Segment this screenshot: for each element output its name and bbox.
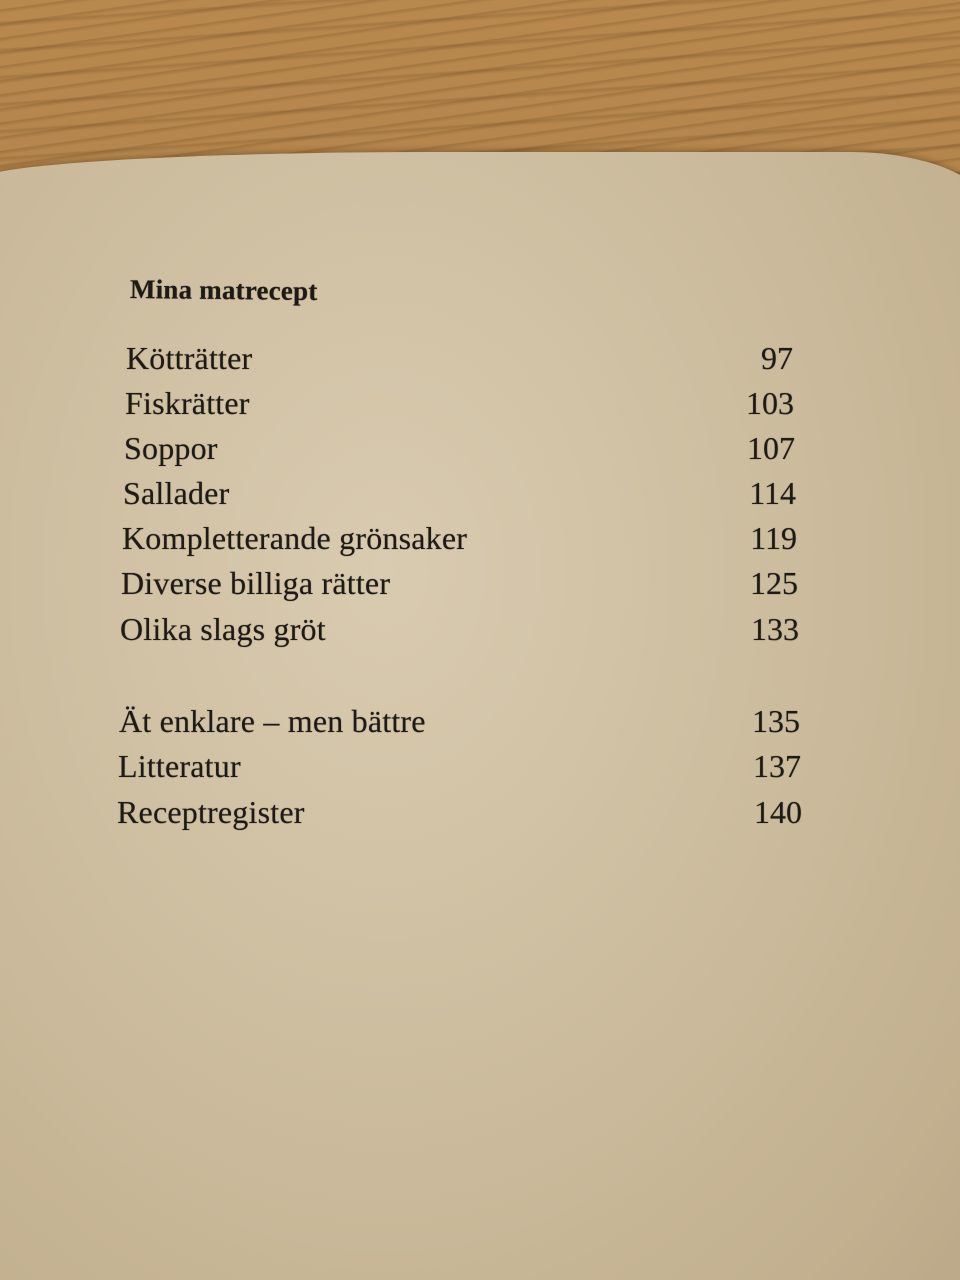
toc-entry (0, 563, 960, 603)
toc-entry (0, 473, 960, 513)
toc-entry-title: Soppor (124, 430, 218, 466)
toc-entry (0, 338, 960, 378)
toc-entry (0, 383, 960, 423)
toc-entry (0, 518, 960, 558)
toc-entry-title: Kötträtter (126, 340, 253, 376)
toc-entry-page: 107 (747, 430, 795, 466)
toc-entry (0, 609, 960, 649)
toc-entry (0, 701, 960, 741)
toc-entry (0, 428, 960, 468)
toc-entry-title: Sallader (123, 475, 230, 511)
toc-entry-title: Olika slags gröt (120, 611, 326, 647)
toc-entry (0, 746, 960, 786)
toc-entry-page: 140 (754, 794, 802, 830)
toc-entry-page: 114 (749, 475, 796, 511)
toc-entry-title: Litteratur (118, 748, 241, 784)
toc-entry-title: Kompletterande grönsaker (122, 520, 468, 556)
toc-entry-page: 135 (752, 703, 800, 739)
toc-entry (0, 792, 960, 832)
toc-entry-page: 119 (750, 520, 797, 556)
toc-entry-title: Ät enklare – men bättre (119, 703, 426, 739)
section-heading: Mina matrecept (129, 274, 318, 306)
toc-entry-title: Fiskrätter (125, 385, 250, 421)
toc-entry-page: 97 (761, 340, 793, 376)
toc-entry-page: 137 (753, 748, 801, 784)
toc-entry-page: 133 (751, 611, 799, 647)
toc-entry-title: Diverse billiga rätter (121, 565, 391, 601)
toc-entry-page: 125 (750, 565, 798, 601)
toc-entry-page: 103 (746, 385, 794, 421)
toc-entry-title: Receptregister (117, 794, 305, 830)
